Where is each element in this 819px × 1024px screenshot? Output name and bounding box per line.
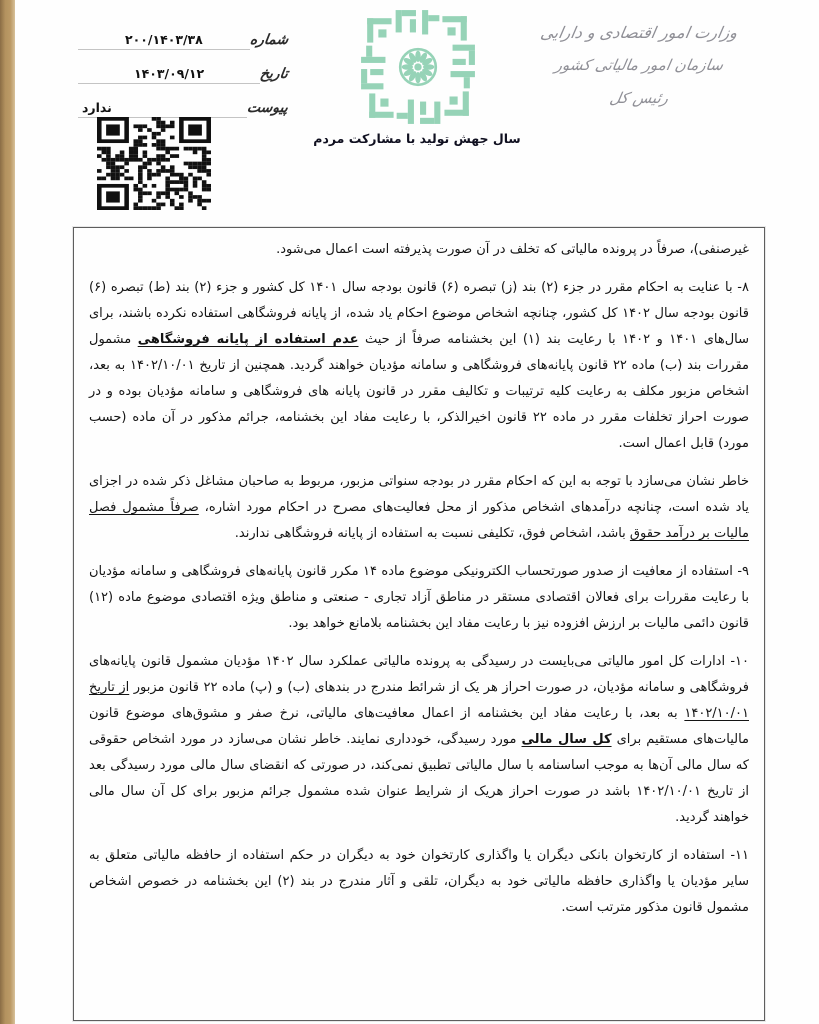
organization-title: سازمان امور مالیاتی کشور: [553, 56, 725, 74]
letter-number-label: شماره: [248, 32, 290, 48]
body-paragraph-8-note: [89, 469, 749, 547]
role-title: رئیس کل: [608, 89, 670, 107]
ministry-title: وزارت امور اقتصادی و دارایی: [539, 23, 739, 42]
body-paragraph-10: [89, 649, 749, 831]
letter-number-value: ۲۰۰/۱۴۰۳/۳۸: [125, 32, 203, 47]
text-segment: غیرصنفی)، صرفاً در پرونده مالیاتی که تخلف در آن صورت پذیرفته است اعمال می‌شود.: [276, 242, 749, 257]
body-paragraph-9: [89, 559, 749, 637]
year-slogan: سال جهش تولید با مشارکت مردم: [313, 131, 521, 146]
text-segment: از تاریخ ۱۴۰۲/۱۰/۰۱: [89, 680, 749, 721]
letter-date-row: [78, 50, 290, 84]
text-segment: باشد، اشخاص فوق، تکلیفی نسبت به استفاده از پایانه فروشگاهی ندارند.: [234, 526, 630, 541]
text-segment: مشمول مقررات بند (ب) ماده ۲۲ قانون پایانه‌های فروشگاهی و سامانه مؤدیان خواهند گردید. همچنین از تاریخ ۱۴۰۲/۱۰/۰۱ به بعد، اشخاص مزبور مکلف به رعایت کلیه ترتیبات و تکالیف مقرر در قانون پایانه های فروشگاهی و سامانه مؤدیان بوده و در صورت احراز تخلفات مقرر در ماده ۲۲ قانون اخیرالذکر، با رعایت مفاد این بخشنامه، جرائم مذکور در آن ماده (حسب مورد) قابل اعمال است.: [89, 332, 750, 451]
letter-date-value: ۱۴۰۳/۰۹/۱۲: [133, 66, 205, 81]
text-segment: صرفاً مشمول فصل مالیات بر درآمد حقوق: [89, 500, 749, 541]
text-segment: مورد رسیدگی، خودداری نمایند. خاطر نشان می‌سازد در مورد اشخاص حقوقی که سال مالی آن‌ها به موجب اساسنامه با سال مالیاتی تطبیق نمی‌کند، در صورتی که انقضای سال مالی مورد رسیدگی بعد از تاریخ ۱۴۰۲/۱۰/۰۱ باشد در صورت احراز هریک از شرایط عنوان شده مشمول جرائم مزبور برای کل آن سال مالی خواهند گردید.: [89, 732, 749, 825]
scan-edge-strip: [0, 0, 15, 1024]
letter-number-line: [78, 30, 250, 50]
text-segment: کل سال مالی: [521, 732, 612, 747]
letter-attachment-line: [78, 98, 247, 118]
text-segment: به بعد، با رعایت مفاد این بخشنامه از اعمال معافیت‌های مالیاتی، نرخ صفر و مشوق‌های موضوع قانون مالیات‌های مستقیم برای: [89, 706, 750, 747]
body-paragraph-11: [89, 843, 749, 921]
letter-attachment-value: ندارد: [82, 100, 112, 115]
text-segment: ۱۰- ادارات کل امور مالیاتی می‌بایست در رسیدگی به پرونده مالیاتی عملکرد سال ۱۴۰۲ مؤدیان مشمول قانون پایانه‌های فروشگاهی و سامانه مؤدیان، در صورت احراز هر یک از شرائط مندرج در بندهای (ب) و (پ) ماده ۲۲ قانون مزبور: [89, 654, 750, 695]
body-paragraph-continuation: [89, 237, 749, 263]
body-paragraph-8: [89, 275, 749, 457]
letter-date-line: [78, 64, 260, 84]
letter-number-row: [78, 16, 290, 50]
text-segment: عدم استفاده از پایانه فروشگاهی: [137, 332, 359, 347]
text-segment: خاطر نشان می‌سازد با توجه به این که احکام مقرر در بودجه سنواتی مزبور، مربوط به صاحبان مشاغل ذکر شده در اجزای یاد شده است، چنانچه درآمدهای اشخاص مذکور از محل فعالیت‌های مصرح در احکام مورد اشاره،: [89, 474, 750, 515]
text-segment: ۸- با عنایت به احکام مقرر در جزء (۲) بند (ز) تبصره (۶) قانون بودجه سال ۱۴۰۱ کل کشور و جزء (۲) بند (ط) تبصره (۶) قانون بودجه سال ۱۴۰۲ کل کشور، چنانچه اشخاص موضوع احکام یاد شده، از پایانه فروشگاهی استفاده نکرده باشند، برای سال‌های ۱۴۰۱ و ۱۴۰۲ با رعایت بند (۱) این بخشنامه صرفاً از حیث: [89, 280, 749, 347]
letter-body-box: [73, 227, 765, 1021]
letter-attachment-row: [78, 84, 290, 118]
letterhead-titles: [499, 16, 779, 115]
letter-meta-block: [78, 16, 290, 118]
qr-code: [97, 117, 211, 210]
text-segment: ۱۱- استفاده از کارتخوان بانکی دیگران یا واگذاری کارتخوان خود به دیگران در حکم استفاده از حافظه مالیاتی متعلق به سایر مؤدیان یا واگذاری حافظه مالیاتی خود به دیگران، تلقی و آثار مندرج در بند (۲) این بخشنامه در خصوص اشخاص مشمول قانون مذکور مترتب است.: [89, 848, 750, 915]
text-segment: ۹- استفاده از معافیت از صدور صورتحساب الکترونیکی موضوع ماده ۱۴ مکرر قانون پایانه‌های فروشگاهی و سامانه مؤدیان با رعایت مقررات برای فعالان اقتصادی مستقر در مناطق آزاد تجاری - صنعتی و مناطق ویژه اقتصادی موضوع ماده (۱۲) قانون دائمی مالیات بر ارزش افزوده نیز با رعایت مفاد این بخشنامه بلامانع خواهد بود.: [89, 564, 749, 631]
letter-date-label: تاریخ: [259, 66, 290, 82]
letter-attachment-label: پیوست: [246, 100, 290, 116]
tax-administration-logo-icon: [357, 6, 479, 116]
